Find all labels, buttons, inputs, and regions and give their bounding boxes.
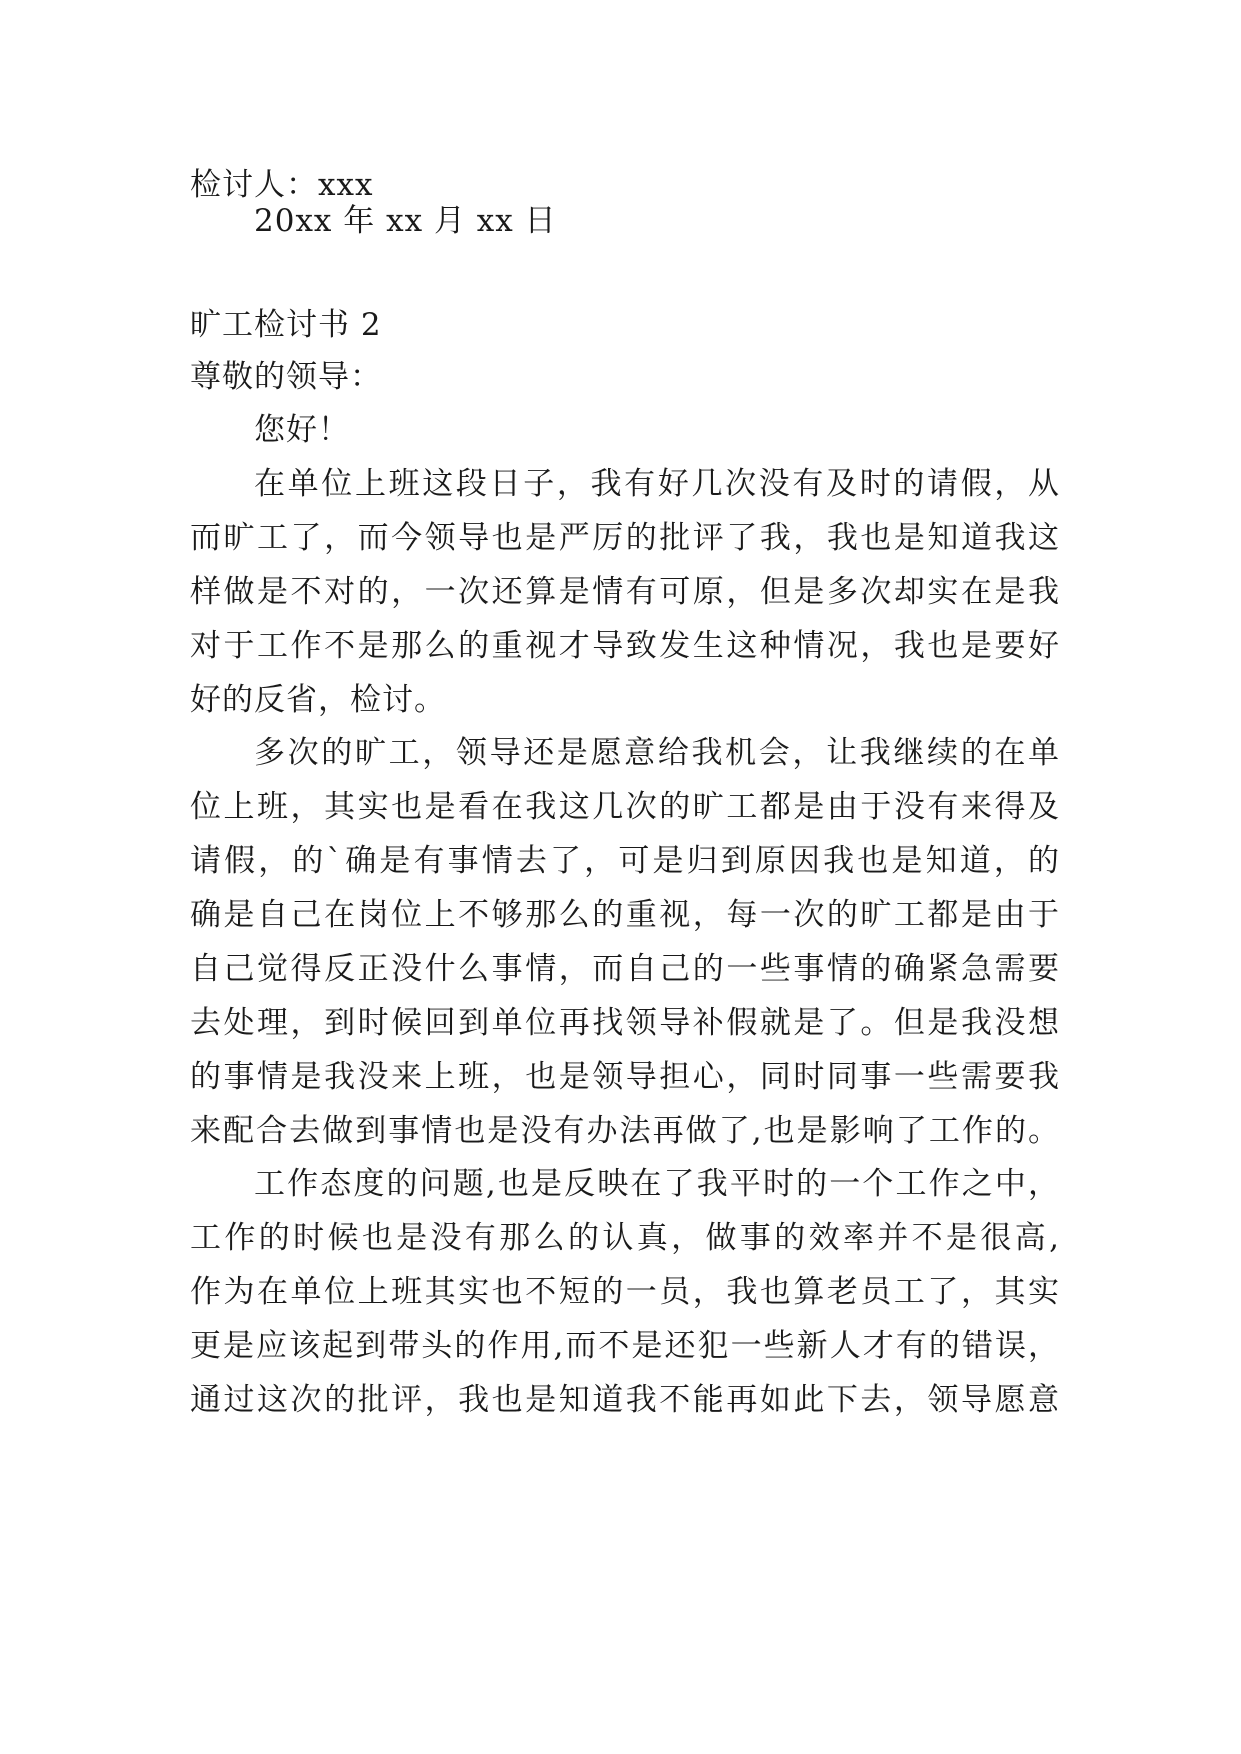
paragraph-line: 对于工作不是那么的重视才导致发生这种情况，我也是要好 [190, 628, 1060, 664]
signature-date: 20xx 年 xx 月 xx 日 [254, 203, 557, 239]
paragraph-line: 去处理，到时候回到单位再找领导补假就是了。但是我没想 [190, 1005, 1060, 1041]
paragraph-line: 确是自己在岗位上不够那么的重视，每一次的旷工都是由于 [190, 897, 1060, 933]
paragraph-line: 而旷工了，而今领导也是严厉的批评了我，我也是知道我这 [190, 520, 1060, 556]
paragraph-line: 请假，的`确是有事情去了，可是归到原因我也是知道，的 [190, 843, 1060, 879]
paragraph-line: 作为在单位上班其实也不短的一员，我也算老员工了，其实 [190, 1274, 1060, 1310]
paragraph-line: 工作的时候也是没有那么的认真，做事的效率并不是很高, [190, 1220, 1060, 1256]
paragraph-line: 工作态度的问题,也是反映在了我平时的一个工作之中， [254, 1166, 1060, 1202]
greeting: 您好！ [254, 412, 350, 448]
paragraph-line: 多次的旷工，领导还是愿意给我机会，让我继续的在单 [254, 735, 1060, 771]
paragraph-line: 好的反省，检讨。 [190, 682, 446, 718]
paragraph-line: 自己觉得反正没什么事情，而自己的一些事情的确紧急需要 [190, 951, 1060, 987]
paragraph-line: 通过这次的批评，我也是知道我不能再如此下去，领导愿意 [190, 1382, 1060, 1418]
paragraph-line: 位上班，其实也是看在我这几次的旷工都是由于没有来得及 [190, 789, 1060, 825]
document-title: 旷工检讨书 2 [190, 307, 382, 343]
salutation: 尊敬的领导： [190, 359, 382, 395]
paragraph-line: 样做是不对的，一次还算是情有可原，但是多次却实在是我 [190, 574, 1060, 610]
reviewer-signature: 检讨人：xxx [190, 167, 374, 203]
paragraph-line: 的事情是我没来上班，也是领导担心，同时同事一些需要我 [190, 1059, 1060, 1095]
paragraph-line: 来配合去做到事情也是没有办法再做了,也是影响了工作的。 [190, 1113, 1060, 1149]
paragraph-line: 更是应该起到带头的作用,而不是还犯一些新人才有的错误， [190, 1328, 1060, 1364]
paragraph-line: 在单位上班这段日子，我有好几次没有及时的请假，从 [254, 466, 1060, 502]
